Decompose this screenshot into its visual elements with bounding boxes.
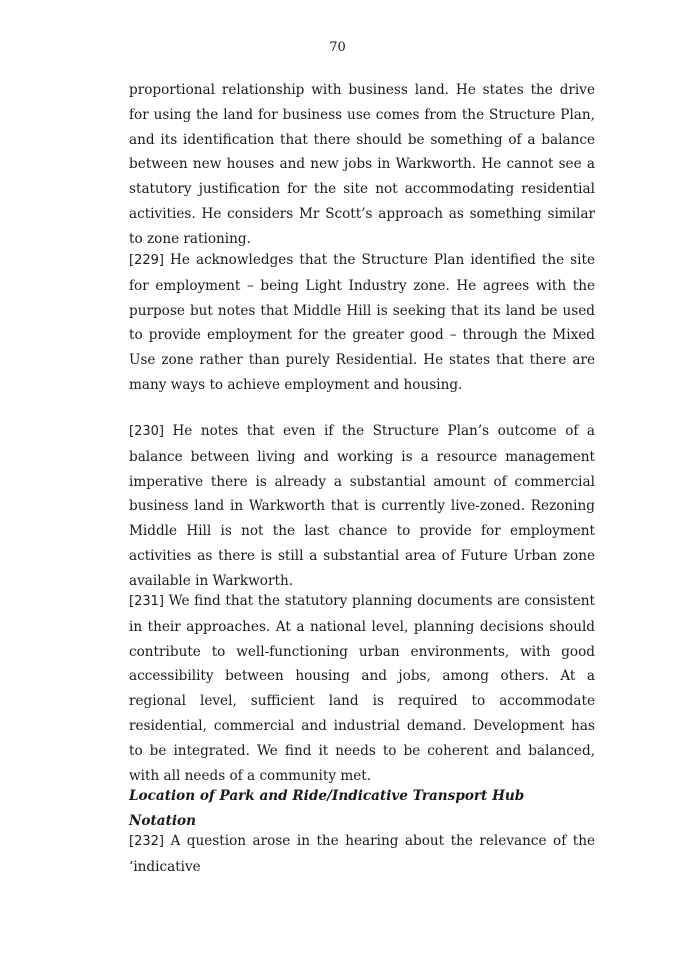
paragraph-229	[129, 248, 595, 398]
section-heading: Location of Park and Ride/Indicative Transport Hub Notation	[129, 788, 525, 829]
paragraph-text: proportional relationship with business land. He states the drive for using the land for business use comes from the Structure Plan, and its identification that there should be something of a balance between new houses and new jobs in Warkworth. He cannot see a statutory justification for the site not accommodating residential activities. He considers Mr Scott’s approach as something similar to zone rationing.	[129, 82, 595, 247]
paragraph-continuation	[129, 78, 595, 252]
paragraph-231	[129, 589, 595, 788]
paragraph-232	[129, 829, 595, 880]
paragraph-230	[129, 419, 595, 594]
paragraph-number: [230]	[129, 424, 164, 439]
paragraph-text: He notes that even if the Structure Plan’s outcome of a balance between living and working is a resource management imperative there is already a substantial amount of commercial business land in Warkworth that is currently live-zoned. Rezoning Middle Hill is not the last chance to provide for employment activities as there is still a substantial area of Future Urban zone available in Warkworth.	[129, 423, 595, 589]
paragraph-text: We find that the statutory planning documents are consistent in their approaches. At a national level, planning decisions should contribute to well-functioning urban environments, with good accessibility between housing and jobs, among others. At a regional level, sufficient land is required to accommodate residential, commercial and industrial demand. Development has to be integrated. We find it needs to be coherent and balanced, with all needs of a community met.	[129, 593, 595, 784]
paragraph-number: [232]	[129, 834, 164, 849]
paragraph-number: [229]	[129, 253, 164, 268]
paragraph-text: He acknowledges that the Structure Plan identified the site for employment – being Light Industry zone. He agrees with the purpose but notes that Middle Hill is seeking that its land be used to provide employment for the greater good – through the Mixed Use zone rather than purely Residential. He states that there are many ways to achieve employment and housing.	[129, 252, 595, 393]
paragraph-text: A question arose in the hearing about the relevance of the ‘indicative	[129, 833, 596, 875]
page-number: 70	[329, 40, 346, 55]
paragraph-number: [231]	[129, 594, 164, 609]
